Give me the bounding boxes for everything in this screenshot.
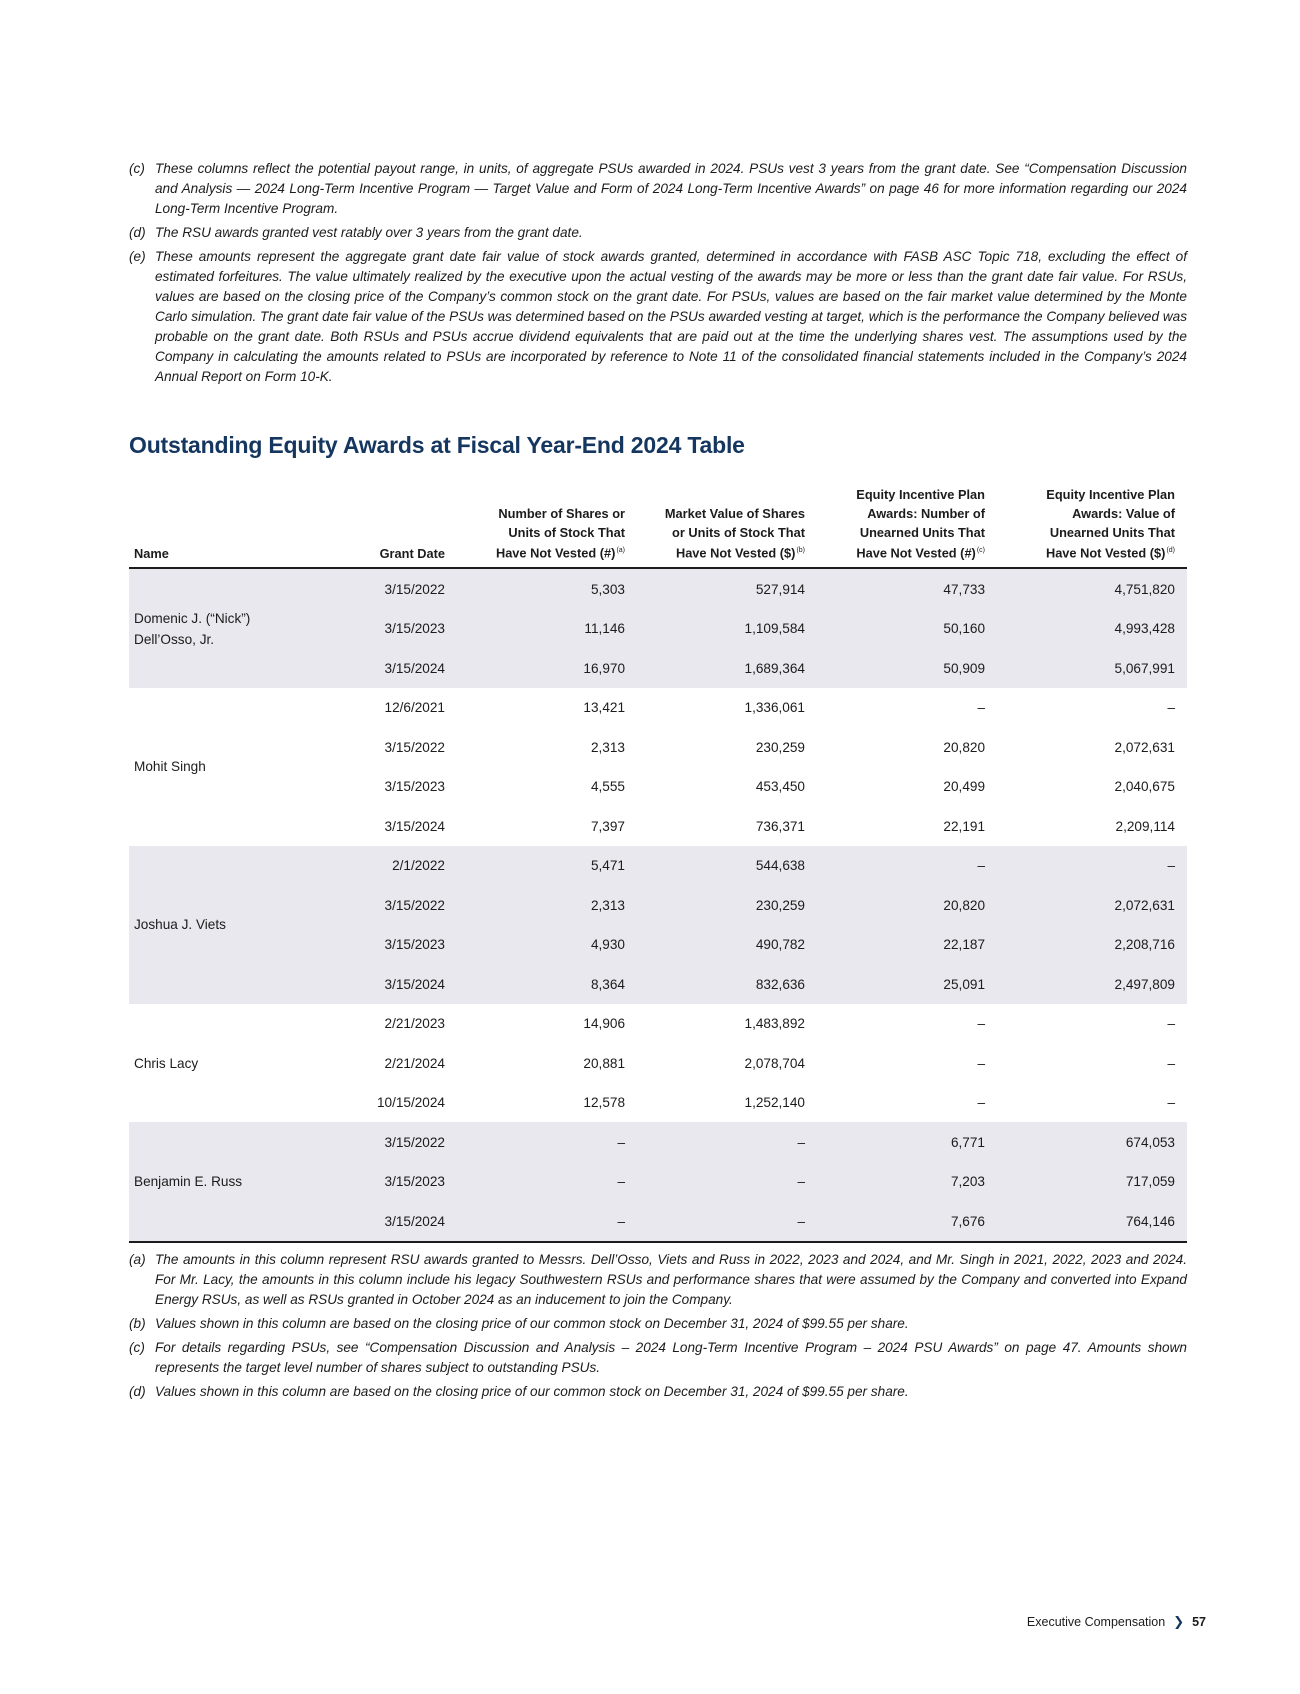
cell-shares: 7,397 — [590, 818, 625, 834]
bottom-footnotes — [129, 1250, 1187, 1406]
cell-eip-value: 2,040,675 — [1114, 779, 1175, 795]
cell-grant-date: 3/15/2024 — [384, 818, 445, 834]
cell-eip-units: 7,676 — [817, 1201, 997, 1242]
table-title: Outstanding Equity Awards at Fiscal Year-End 2024 Table — [129, 432, 745, 458]
header-eip-units — [817, 486, 997, 568]
cell-grant-date: 3/15/2022 — [355, 568, 457, 609]
cell-eip-value: 2,072,631 — [997, 885, 1187, 925]
header-line: or Units of Stock That — [672, 524, 805, 540]
cell-shares: 5,303 — [457, 568, 637, 609]
footnote-label: (e) — [129, 249, 146, 264]
cell-shares: – — [457, 1162, 637, 1202]
cell-eip-value: 764,146 — [997, 1201, 1187, 1242]
cell-grant-date: 3/15/2023 — [355, 1162, 457, 1202]
header-line: Equity Incentive Plan — [1046, 487, 1175, 502]
header-market-value — [637, 486, 817, 568]
cell-market-value: 544,638 — [637, 846, 817, 886]
name-line: Domenic J. (“Nick”) — [134, 610, 251, 626]
cell-market-value: 736,371 — [755, 818, 805, 834]
cell-shares: 2,313 — [590, 739, 625, 755]
footnote-label: (d) — [129, 225, 146, 240]
cell-eip-units: – — [977, 1055, 985, 1071]
cell-market-value: 230,259 — [637, 885, 817, 925]
cell-shares: 5,471 — [457, 846, 637, 886]
name-line: Dell’Osso, Jr. — [134, 631, 215, 647]
header-name: Name — [129, 486, 355, 568]
header-footnote-ref: (c) — [976, 547, 985, 555]
cell-grant-date: 10/15/2024 — [376, 1095, 445, 1111]
header-footnote-ref: (a) — [616, 547, 625, 555]
header-line: Number of Shares or — [498, 505, 625, 521]
cell-shares: 12,578 — [583, 1095, 625, 1111]
cell-grant-date: 3/15/2024 — [355, 964, 457, 1004]
executive-name: Mohit Singh — [134, 759, 206, 775]
header-line: Awards: Value of — [1072, 505, 1175, 521]
footnote-d — [129, 223, 1187, 243]
footnote-text: These columns reflect the potential payout range, in units, of aggregate PSUs awarded in 2024. PSUs vest 3 years from the grant date. See “Compensation Discussion and Analysis — 2024 Long-Term Incentive Program — Target Value and Form of 2024 Long-Term Incentive Awards” on page 46 for more information regarding our 2024 Long-Term Incentive Program. — [155, 161, 1187, 216]
cell-shares: – — [457, 1201, 637, 1242]
cell-eip-units: 20,820 — [817, 885, 997, 925]
cell-eip-units: – — [817, 846, 997, 886]
header-line: Have Not Vested ($) — [1045, 545, 1166, 561]
cell-eip-units: 50,160 — [817, 609, 997, 649]
cell-eip-units: 6,771 — [817, 1122, 997, 1162]
header-line: Awards: Number of — [867, 505, 985, 521]
cell-eip-units: – — [977, 700, 985, 716]
footnote-label: (a) — [129, 1252, 146, 1267]
footer-section-label: Executive Compensation — [1026, 1615, 1166, 1629]
page-number: 57 — [1192, 1615, 1206, 1629]
footnote-label: (c) — [129, 161, 145, 176]
cell-market-value: 1,336,061 — [744, 700, 805, 716]
cell-market-value: 1,252,140 — [744, 1095, 805, 1111]
header-line: Have Not Vested ($) — [675, 545, 796, 561]
footnote-text: Values shown in this column are based on the closing price of our common stock on December 31, 2024 of $99.55 per share. — [155, 1316, 909, 1331]
cell-market-value: 1,483,892 — [744, 1016, 805, 1032]
cell-market-value: – — [637, 1162, 817, 1202]
header-eip-value — [997, 486, 1187, 568]
footnote-d — [129, 1382, 1187, 1402]
table-row — [129, 688, 1187, 728]
footnote-a — [129, 1250, 1187, 1310]
header-shares-not-vested — [457, 486, 637, 568]
cell-shares: 20,881 — [583, 1055, 625, 1071]
cell-grant-date: 3/15/2022 — [355, 885, 457, 925]
footnote-text: The amounts in this column represent RSU awards granted to Messrs. Dell’Osso, Viets and Russ in 2022, 2023 and 2024, and Mr. Singh in 2021, 2022, 2023 and 2024. For Mr. Lacy, the amounts in this column include his legacy Southwestern RSUs and performance shares that were assumed by the Company and converted into Expand Energy RSUs, as well as RSUs granted in October 2024 as an inducement to join the Company. — [155, 1252, 1187, 1307]
cell-shares: 8,364 — [457, 964, 637, 1004]
cell-market-value: 1,689,364 — [637, 648, 817, 688]
executive-name — [129, 568, 355, 688]
cell-market-value: 832,636 — [637, 964, 817, 1004]
cell-grant-date: 2/21/2024 — [384, 1055, 445, 1071]
chevron-right-icon: ❯ — [1173, 1614, 1185, 1629]
executive-name: Chris Lacy — [134, 1055, 199, 1071]
cell-eip-units: 20,820 — [943, 739, 985, 755]
cell-grant-date: 12/6/2021 — [384, 700, 445, 716]
header-line: Market Value of Shares — [664, 505, 805, 521]
footnote-b — [129, 1314, 1187, 1334]
equity-awards-table — [129, 486, 1187, 1243]
cell-eip-units: – — [977, 1016, 985, 1032]
cell-shares: – — [457, 1122, 637, 1162]
cell-grant-date: 2/1/2022 — [355, 846, 457, 886]
footnote-text: Values shown in this column are based on the closing price of our common stock on December 31, 2024 of $99.55 per share. — [155, 1384, 909, 1399]
cell-shares: 11,146 — [457, 609, 637, 649]
cell-eip-value: 2,072,631 — [1114, 739, 1175, 755]
cell-eip-value: 4,993,428 — [997, 609, 1187, 649]
cell-eip-value: – — [1167, 1055, 1175, 1071]
cell-shares: 13,421 — [583, 700, 625, 716]
cell-grant-date: 2/21/2023 — [384, 1016, 445, 1032]
cell-shares: 2,313 — [457, 885, 637, 925]
cell-eip-units: 50,909 — [817, 648, 997, 688]
header-line: Unearned Units That — [1049, 524, 1175, 540]
cell-market-value: 1,109,584 — [637, 609, 817, 649]
cell-grant-date: 3/15/2022 — [384, 739, 445, 755]
header-footnote-ref: (d) — [1166, 547, 1175, 555]
cell-grant-date: 3/15/2024 — [355, 1201, 457, 1242]
table-row — [129, 568, 1187, 609]
cell-shares: 4,555 — [590, 779, 625, 795]
cell-shares: 4,930 — [457, 925, 637, 965]
footnote-label: (d) — [129, 1384, 146, 1399]
cell-eip-value: 2,209,114 — [1115, 818, 1175, 834]
cell-market-value: – — [637, 1201, 817, 1242]
cell-eip-units: 22,191 — [943, 818, 985, 834]
footnote-text: For details regarding PSUs, see “Compensation Discussion and Analysis – 2024 Long-Term Incentive Program – 2024 PSU Awards” on page 47. Amounts shown represents the target level number of shares subject to outstanding PSUs. — [155, 1340, 1187, 1375]
cell-eip-value: 674,053 — [997, 1122, 1187, 1162]
table-row — [129, 1004, 1187, 1044]
top-footnotes — [129, 159, 1187, 391]
cell-market-value: 453,450 — [755, 779, 805, 795]
cell-grant-date: 3/15/2024 — [355, 648, 457, 688]
header-line: Equity Incentive Plan — [856, 487, 985, 502]
header-grant-date: Grant Date — [355, 486, 457, 568]
page-footer — [1027, 1614, 1206, 1630]
cell-eip-value: – — [1167, 700, 1175, 716]
executive-name: Joshua J. Viets — [129, 846, 355, 1004]
cell-eip-units: 20,499 — [943, 779, 985, 795]
cell-shares: 14,906 — [583, 1016, 625, 1032]
footnote-c — [129, 159, 1187, 219]
cell-market-value: 527,914 — [637, 568, 817, 609]
cell-market-value: 230,259 — [755, 739, 805, 755]
cell-eip-value: 717,059 — [997, 1162, 1187, 1202]
cell-market-value: 490,782 — [637, 925, 817, 965]
footnote-text: These amounts represent the aggregate grant date fair value of stock awards granted, determined in accordance with FASB ASC Topic 718, excluding the effect of estimated forfeitures. The value ultimately realized by the executive upon the actual vesting of the awards may be more or less than the grant date fair value. For RSUs, values are based on the closing price of the Company’s common stock on the grant date. For PSUs, values are based on the fair market value determined by the Monte Carlo simulation. The grant date fair value of the PSUs was determined based on the PSUs awarded vesting at target, which is the performance the Company believed was probable on the grant date. Both RSUs and PSUs accrue dividend equivalents that are paid out at the time the underlying shares vest. The assumptions used by the Company in calculating the amounts related to PSUs are incorporated by reference to Note 11 of the consolidated financial statements included in the Company’s 2024 Annual Report on Form 10-K. — [155, 249, 1187, 384]
header-footnote-ref: (b) — [796, 547, 805, 555]
header-line: Have Not Vested (#) — [495, 545, 616, 561]
cell-eip-value: 4,751,820 — [997, 568, 1187, 609]
cell-grant-date: 3/15/2023 — [384, 779, 445, 795]
header-line: Have Not Vested (#) — [856, 545, 976, 561]
footnote-label: (b) — [129, 1316, 146, 1331]
footnote-text: The RSU awards granted vest ratably over 3 years from the grant date. — [155, 225, 583, 240]
footnote-label: (c) — [129, 1340, 145, 1355]
header-line: Units of Stock That — [508, 524, 625, 540]
cell-market-value: 2,078,704 — [744, 1055, 805, 1071]
table-header-row — [129, 486, 1187, 568]
table-row — [129, 1122, 1187, 1162]
table-row — [129, 846, 1187, 886]
header-line: Unearned Units That — [859, 524, 985, 540]
cell-market-value: – — [637, 1122, 817, 1162]
cell-eip-units: 25,091 — [817, 964, 997, 1004]
cell-grant-date: 3/15/2023 — [355, 609, 457, 649]
cell-eip-value: 2,208,716 — [997, 925, 1187, 965]
cell-eip-units: 47,733 — [817, 568, 997, 609]
cell-eip-units: 7,203 — [817, 1162, 997, 1202]
footnote-e — [129, 247, 1187, 387]
cell-grant-date: 3/15/2023 — [355, 925, 457, 965]
cell-eip-value: – — [1167, 1016, 1175, 1032]
cell-eip-value: – — [997, 846, 1187, 886]
cell-grant-date: 3/15/2022 — [355, 1122, 457, 1162]
cell-eip-value: 5,067,991 — [997, 648, 1187, 688]
cell-eip-units: 22,187 — [817, 925, 997, 965]
footnote-c — [129, 1338, 1187, 1378]
cell-eip-value: – — [1167, 1095, 1175, 1111]
cell-shares: 16,970 — [457, 648, 637, 688]
cell-eip-units: – — [977, 1095, 985, 1111]
executive-name: Benjamin E. Russ — [129, 1122, 355, 1242]
cell-eip-value: 2,497,809 — [997, 964, 1187, 1004]
